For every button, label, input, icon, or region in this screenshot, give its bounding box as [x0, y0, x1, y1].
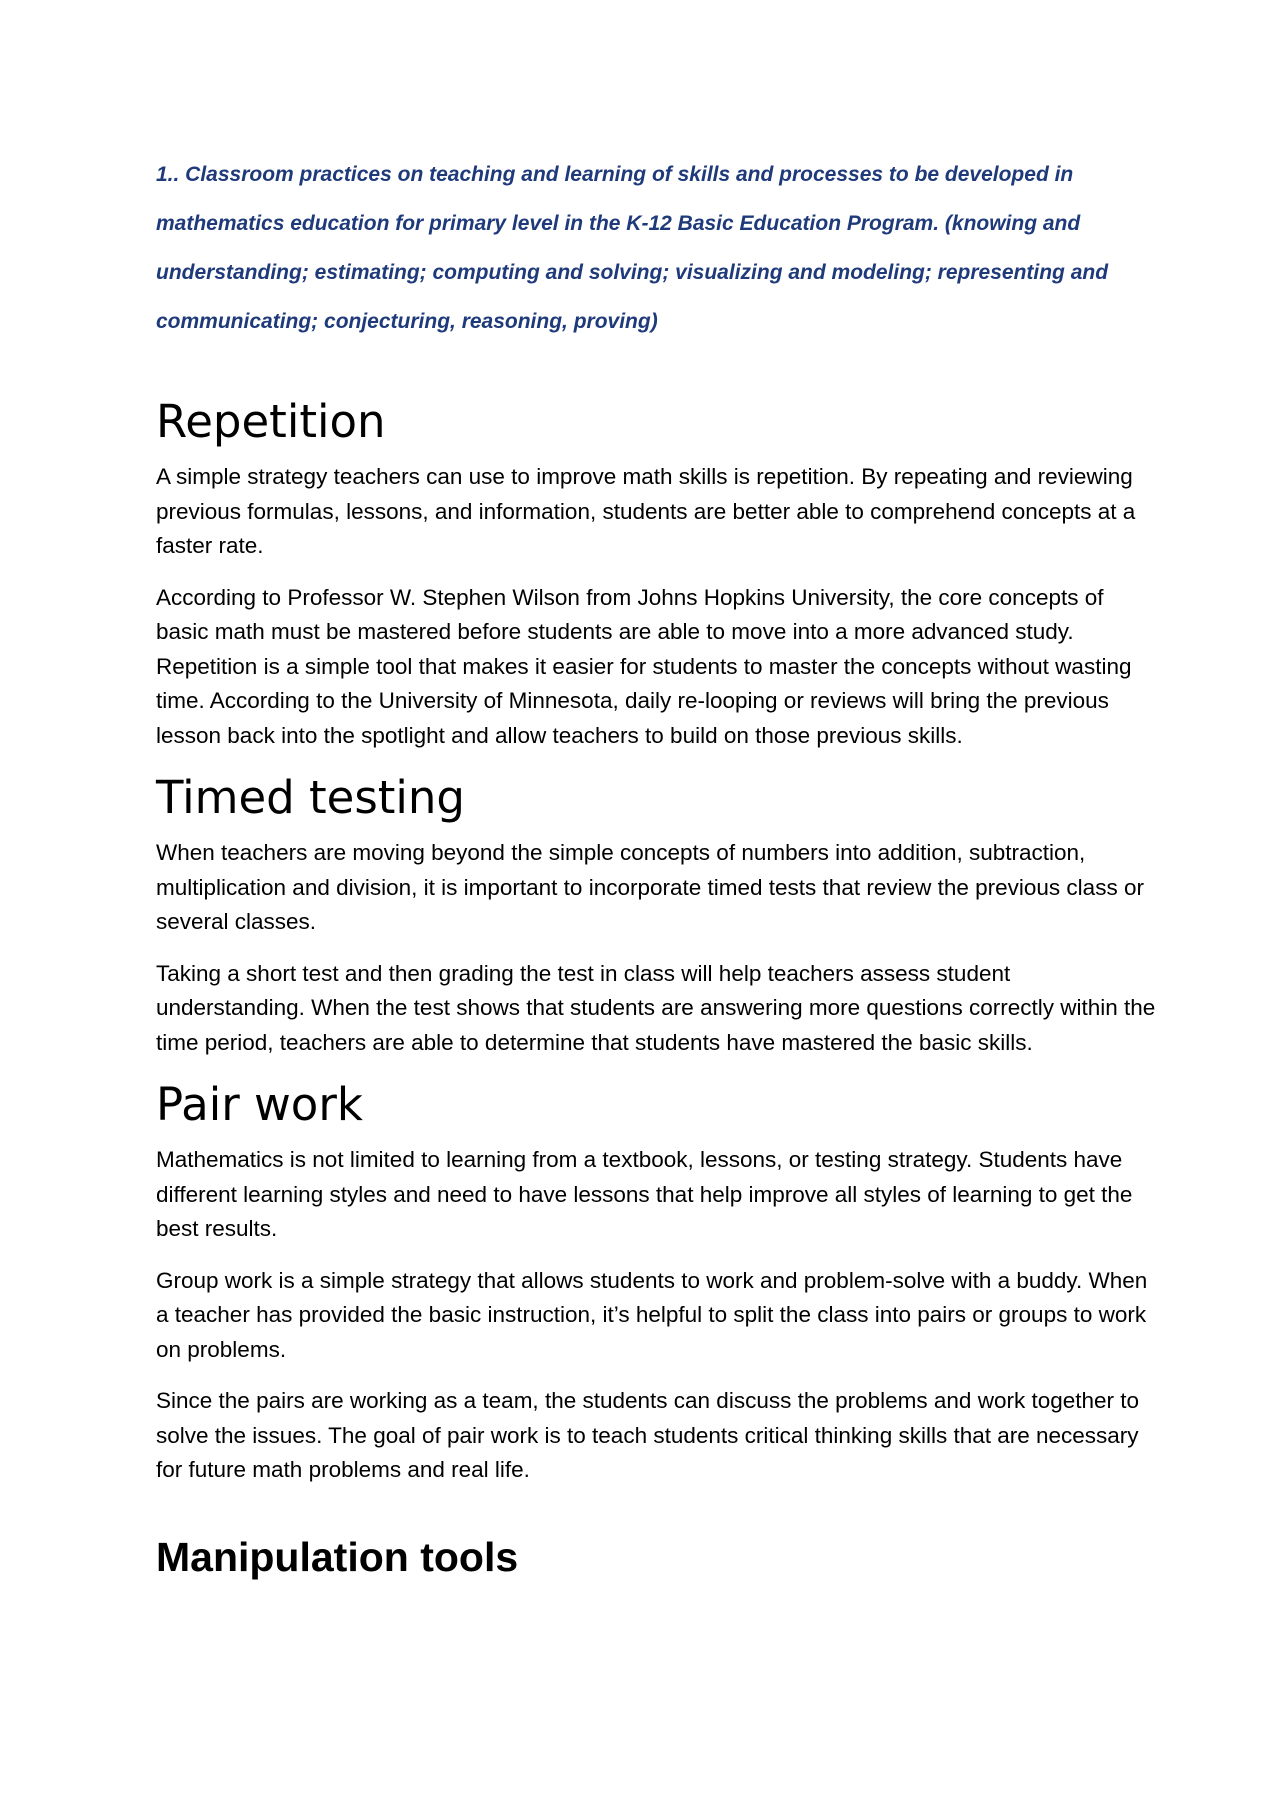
paragraph: When teachers are moving beyond the simple concepts of numbers into addition, subtraction, multiplication and division, it is important to incorporate timed tests that review the previous class or several classes. [156, 840, 1144, 934]
document-body [156, 150, 1156, 1595]
section-pair-work [156, 1077, 1156, 1488]
paragraph: Group work is a simple strategy that allows students to work and problem-solve with a buddy. When a teacher has provided the basic instruction, it’s helpful to split the class into pairs or groups to work on problems. [156, 1267, 1148, 1362]
paragraph: According to Professor W. Stephen Wilson from Johns Hopkins University, the core concepts of basic math must be mastered before students are able to move into a more advanced study. Repetition is a simple tool that makes it easier for students to master the concepts without wasting time. According to the University of Minnesota, daily re-looping or reviews will bring the previous lesson back into the spotlight and allow teachers to build on those previous skills. [156, 584, 1132, 748]
section-heading: Repetition [156, 395, 386, 448]
section-heading: Pair work [156, 1078, 363, 1131]
section-heading: Timed testing [156, 771, 466, 824]
paragraph: Mathematics is not limited to learning from a textbook, lessons, or testing strategy. Students have different learning styles and need to have lessons that help improve all styles of learning to get the best results. [156, 1147, 1133, 1241]
paragraph: A simple strategy teachers can use to improve math skills is repetition. By repeating and reviewing previous formulas, lessons, and information, students are better able to comprehend concepts at a faster rate. [156, 464, 1136, 558]
section-repetition [156, 394, 1156, 753]
section-manipulation-tools [156, 1529, 1156, 1585]
paragraph: Since the pairs are working as a team, the students can discuss the problems and work together to solve the issues. The goal of pair work is to teach students critical thinking skills that are necessary for future math problems and real life. [156, 1388, 1140, 1482]
section-heading: Manipulation tools [156, 1533, 519, 1580]
paragraph: Taking a short test and then grading the test in class will help teachers assess student understanding. When the test shows that students are answering more questions correctly within the time period, teachers are able to determine that students have mastered the basic skills. [156, 960, 1156, 1055]
section-timed-testing [156, 770, 1156, 1060]
question-prompt: 1.. Classroom practices on teaching and learning of skills and processes to be developed in mathematics education for primary level in the K-12 Basic Education Program. (knowing and understanding; estimating; computing and solving; visualizing and modeling; representing and communicating; conjecturing, reasoning, proving) [156, 163, 1109, 333]
spacer [156, 1505, 1156, 1529]
